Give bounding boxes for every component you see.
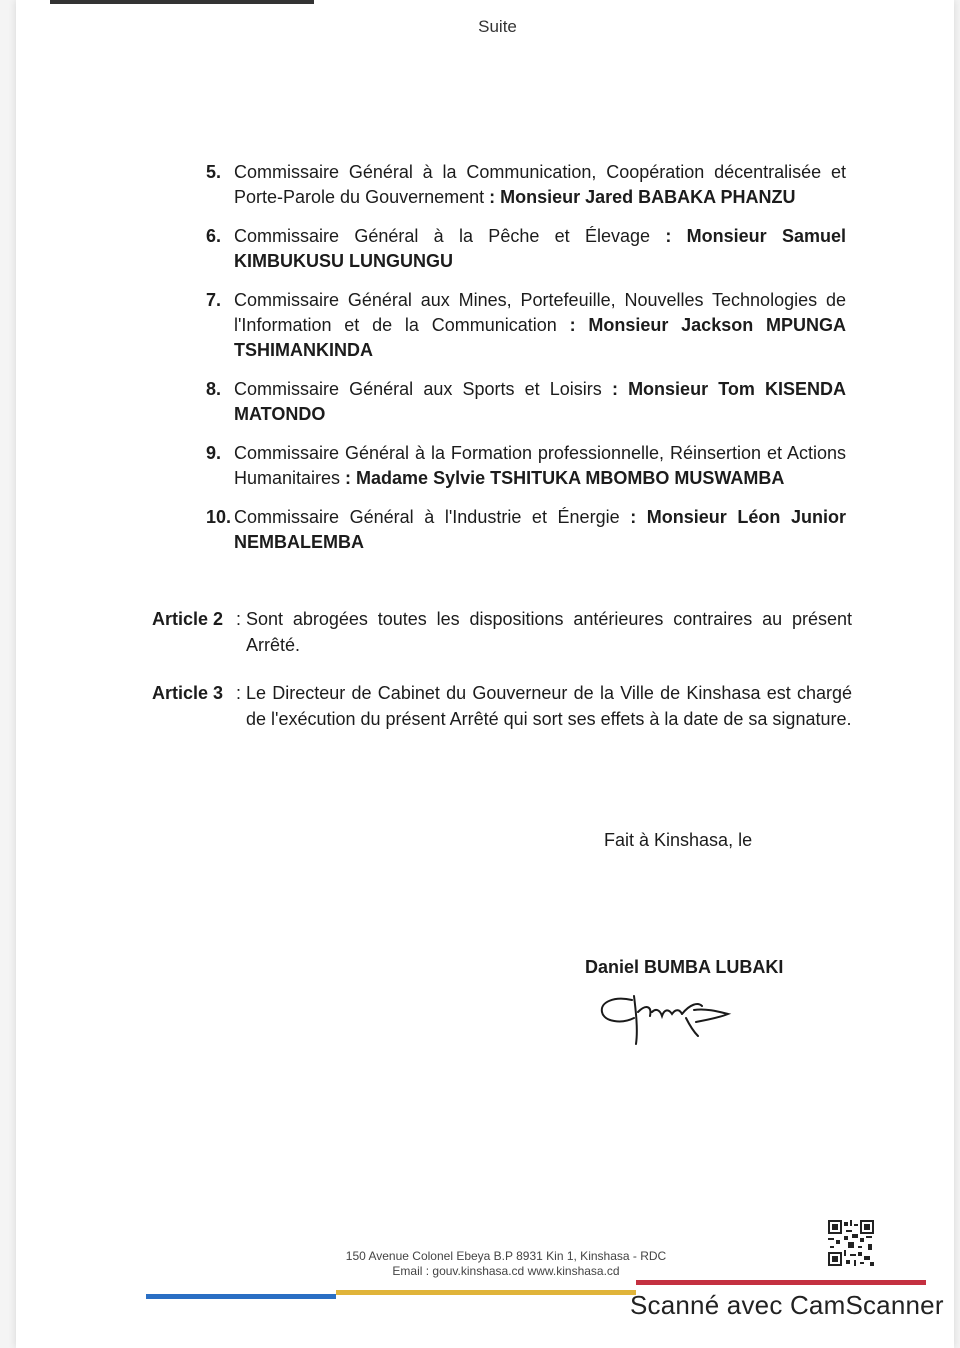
list-item: [206, 160, 846, 210]
item-nominee: : Monsieur Léon Junior NEMBALEMBA: [234, 507, 846, 552]
list-item: [206, 505, 846, 555]
signer-name: Daniel BUMBA LUBAKI: [585, 957, 784, 977]
list-item: [206, 441, 846, 491]
camscanner-watermark: Scanné avec CamScanner: [630, 1290, 944, 1320]
footer-stripe-red: [636, 1280, 926, 1285]
article-label: Article 2: [152, 609, 224, 629]
article-label: Article 3: [152, 683, 224, 703]
header-title: Suite: [478, 17, 517, 36]
article-3: Article 3 : Le Directeur de Cabinet du Gouverneur de la Ville de Kinshasa est chargé de l'exécution du présent Arrêté qui sort ses effets à la date de sa signature.: [152, 680, 852, 732]
article-text: Sont abrogées toutes les dispositions antérieures contraires au présent Arrêté.: [246, 609, 852, 655]
item-text: Commissaire Général aux Mines, Portefeuille, Nouvelles Technologies de l'Information et de la Communication : Monsieur Jackson MPUNGA TSHIMANKINDA: [234, 290, 846, 360]
footer-stripe-blue: [146, 1294, 336, 1299]
item-number: 6.: [206, 226, 222, 246]
item-text: Commissaire Général aux Sports et Loisirs : Monsieur Tom KISENDA MATONDO: [234, 379, 847, 424]
list-item: [206, 377, 846, 427]
item-nominee: : Monsieur Tom KISENDA MATONDO: [234, 379, 847, 424]
item-number: 5.: [206, 162, 222, 182]
document-page: [16, 0, 954, 1348]
item-number: 7.: [206, 290, 222, 310]
list-item: [206, 224, 846, 274]
footer-address: 150 Avenue Colonel Ebeya B.P 8931 Kin 1, Kinshasa - RDC Email : gouv.kinshasa.cd www.kinshasa.cd: [345, 1249, 667, 1278]
article-2: Article 2 : Sont abrogées toutes les dispositions antérieures contraires au présent Arrêté.: [152, 606, 852, 658]
top-edge-bar: [50, 0, 314, 4]
item-number: 9.: [206, 443, 222, 463]
item-text: Commissaire Général à la Formation professionnelle, Réinsertion et Actions Humanitaires : Madame Sylvie TSHITUKA MBOMBO MUSWAMBA: [234, 443, 846, 488]
item-nominee: : Monsieur Jackson MPUNGA TSHIMANKINDA: [234, 315, 846, 360]
item-number: 8.: [206, 379, 222, 399]
signature-icon: [594, 982, 739, 1052]
item-nominee: : Madame Sylvie TSHITUKA MBOMBO MUSWAMBA: [345, 468, 785, 488]
article-text: Le Directeur de Cabinet du Gouverneur de la Ville de Kinshasa est chargé de l'exécution du présent Arrêté qui sort ses effets à la date de sa signature.: [246, 683, 852, 729]
page-header: [16, 17, 954, 37]
item-nominee: : Monsieur Jared BABAKA PHANZU: [489, 187, 796, 207]
item-text: Commissaire Général à la Communication, Coopération décentralisée et Porte-Parole du Gouvernement : Monsieur Jared BABAKA PHANZU: [234, 162, 846, 207]
item-text: Commissaire Général à l'Industrie et Énergie : Monsieur Léon Junior NEMBALEMBA: [234, 507, 846, 552]
commissioner-list: [206, 160, 846, 569]
item-text: Commissaire Général à la Pêche et Élevage : Monsieur Samuel KIMBUKUSU LUNGUNGU: [234, 226, 846, 271]
footer-stripe-yellow: [336, 1290, 636, 1295]
list-item: [206, 288, 846, 363]
qr-code-icon: [828, 1220, 874, 1266]
item-number: 10.: [206, 507, 232, 527]
place-date-line: Fait à Kinshasa, le: [604, 830, 753, 850]
item-nominee: : Monsieur Samuel KIMBUKUSU LUNGUNGU: [234, 226, 846, 271]
